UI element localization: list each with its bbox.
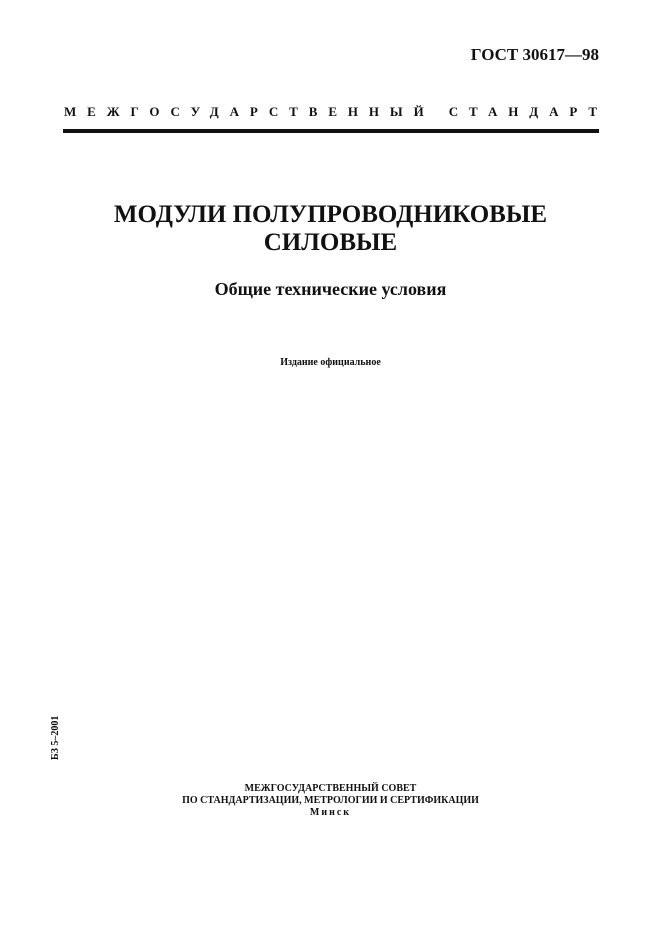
publisher-city: Минск [309, 807, 352, 818]
edition-note: Издание официальное [280, 357, 381, 368]
document-subtitle: Общие технические условия [214, 279, 447, 299]
publisher-line-1: МЕЖГОСУДАРСТВЕННЫЙ СОВЕТ [244, 783, 417, 794]
publisher-line-2: ПО СТАНДАРТИЗАЦИИ, МЕТРОЛОГИИ И СЕРТИФИКАЦИИ [182, 795, 479, 806]
header-divider [63, 129, 599, 133]
document-number: ГОСТ 30617—98 [470, 45, 599, 64]
side-print-code: БЗ 5–2001 [50, 715, 61, 760]
publisher-block [0, 783, 661, 819]
document-title [0, 201, 661, 257]
standard-type-heading: МЕЖГОСУДАРСТВЕННЫЙ СТАНДАРТ [64, 104, 608, 119]
title-line-1: МОДУЛИ ПОЛУПРОВОДНИКОВЫЕ [113, 201, 548, 228]
title-line-2: СИЛОВЫЕ [263, 229, 398, 256]
